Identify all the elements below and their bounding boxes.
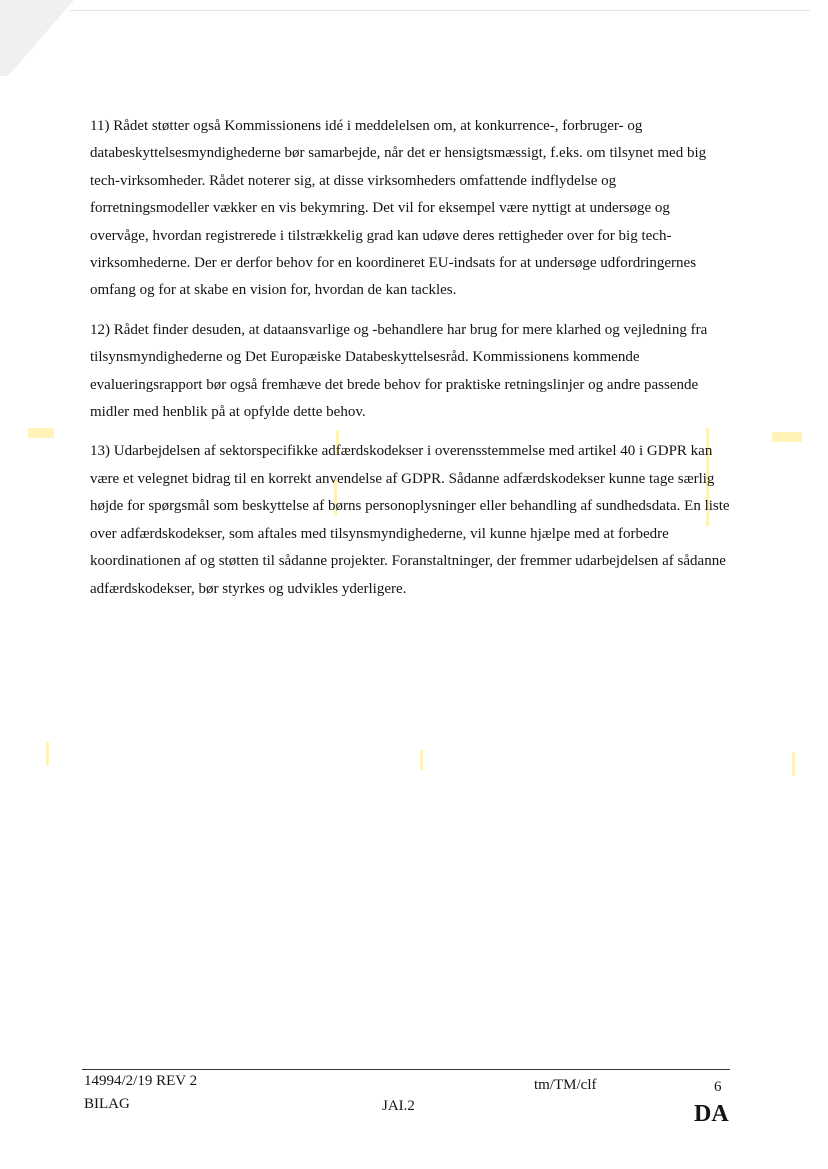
document-reference: 14994/2/19 REV 2 bbox=[84, 1073, 198, 1089]
paragraph-13: 13) Udarbejdelsen af sektorspecifikke adfærdskodekser i overensstemmelse med artikel 40 i GDPR kan være et velegnet bidrag til en korrekt anvendelse af GDPR. Sådanne adfærdskodekser kunne tage særlig højde for spørgsmål som beskyttelse af børns personoplysninger eller behandling af sundhedsdata. En liste over adfærdskodekser, som aftales med tilsynsmyndighederne, vil kunne hjælpe med at forbedre koordinationen af og støtten til sådanne projekter. Foranstaltninger, der fremmer udarbejdelsen af sådanne adfærdskodekser, bør styrkes og udvikles yderligere. bbox=[90, 443, 730, 597]
document-body bbox=[90, 113, 730, 615]
annex-label: BILAG bbox=[84, 1096, 130, 1112]
scan-highlight-mark bbox=[792, 752, 795, 776]
scan-corner-fold bbox=[0, 0, 80, 80]
author-initials: tm/TM/clf bbox=[534, 1077, 597, 1093]
scan-top-edge bbox=[70, 10, 810, 11]
department-code: JAI.2 bbox=[382, 1098, 415, 1114]
paragraph-12: 12) Rådet finder desuden, at dataansvarlige og -behandlere har brug for mere klarhed og vejledning fra tilsynsmyndighederne og Det Europæiske Databeskyttelsesråd. Kommissionens kommende evalueringsrapport bør også fremhæve det brede behov for praktiske retningslinjer og andre passende midler med henblik på at opfylde dette behov. bbox=[90, 321, 708, 421]
footer-divider bbox=[82, 1069, 730, 1070]
scan-highlight-mark bbox=[772, 432, 802, 442]
paragraph-11: 11) Rådet støtter også Kommissionens idé i meddelelsen om, at konkurrence-, forbruger- og databeskyttelsesmyndighederne bør samarbejde, når det er hensigtsmæssigt, f.eks. om tilsynet med big tech-virksomheder. Rådet noterer sig, at disse virksomheders omfattende indflydelse og forretningsmodeller vækker en vis bekymring. Det vil for eksempel være nyttigt at undersøge og overvåge, hvordan registrerede i tilstrækkelig grad kan udøve deres rettigheder over for big tech-virksomhederne. Der er derfor behov for en koordineret EU-indsats for at undersøge udfordringernes omfang og for at skabe en vision for, hvordan de kan tackles. bbox=[90, 118, 707, 299]
page-number: 6 bbox=[714, 1079, 722, 1095]
language-code: DA bbox=[694, 1101, 729, 1127]
scan-highlight-mark bbox=[420, 750, 423, 770]
scan-highlight-mark bbox=[28, 428, 54, 438]
scan-highlight-mark bbox=[46, 742, 49, 766]
